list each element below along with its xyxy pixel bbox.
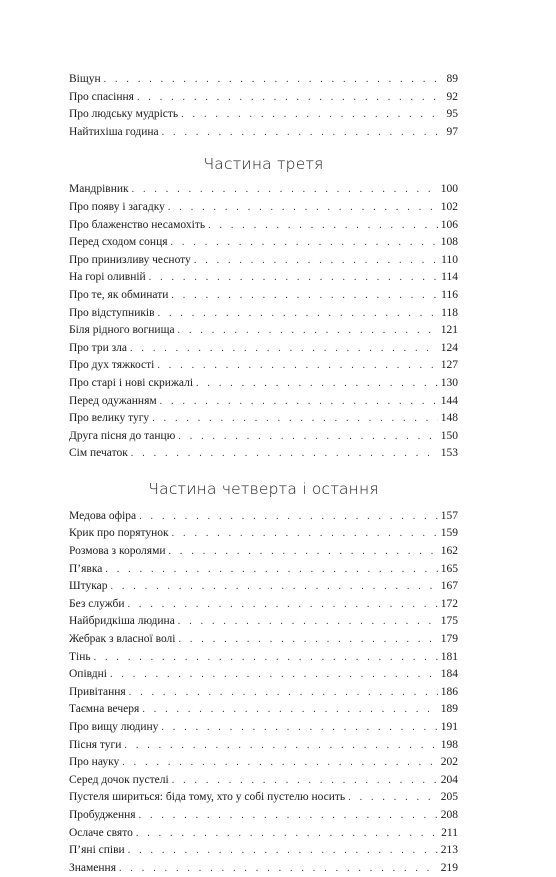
toc-entry-title: Пустеля шириться: біда тому, хто у собі пустелю носить: [69, 791, 346, 804]
toc-entry-title: Про вищу людину: [69, 721, 159, 733]
toc-entry[interactable]: [69, 71, 458, 89]
dot-leader: [178, 428, 437, 446]
toc-entry-title: Знамення: [69, 861, 116, 874]
toc-entry[interactable]: [69, 613, 458, 631]
toc-section-part-four: [69, 508, 458, 877]
toc-entry[interactable]: [69, 445, 458, 463]
dot-leader: [171, 287, 438, 305]
dot-leader: [139, 807, 438, 825]
toc-entry-page: 118: [441, 306, 458, 319]
toc-entry[interactable]: [69, 89, 458, 107]
dot-leader: [157, 357, 437, 375]
toc-entry[interactable]: [69, 508, 458, 526]
toc-entry-page: 106: [440, 218, 458, 231]
toc-entry-page: 205: [440, 791, 458, 804]
toc-entry[interactable]: [69, 596, 458, 614]
dot-leader: [168, 199, 438, 217]
dot-leader: [172, 772, 438, 790]
toc-entry[interactable]: [69, 269, 458, 287]
toc-entry[interactable]: [69, 543, 458, 561]
toc-entry[interactable]: [69, 789, 458, 807]
toc-entry-title: Друга пісня до танцю: [69, 429, 176, 442]
toc-entry-title: Привітання: [69, 685, 126, 698]
toc-entry[interactable]: [69, 428, 458, 446]
dot-leader: [178, 322, 438, 340]
dot-leader: [128, 596, 438, 614]
toc-entry-title: Про те, як обминати: [69, 288, 169, 301]
toc-entry-page: 130: [440, 376, 458, 389]
toc-entry-title: Перед сходом сонця: [69, 236, 168, 249]
toc-entry[interactable]: [69, 410, 458, 428]
toc-entry-page: 100: [440, 183, 458, 196]
toc-entry-title: Серед дочок пустелі: [69, 773, 169, 786]
toc-entry-title: Ослаче свято: [69, 826, 133, 839]
toc-entry-title: Перед одужанням: [69, 394, 157, 407]
toc-entry-page: 189: [440, 703, 458, 716]
toc-entry-title: П’явка: [69, 562, 103, 575]
toc-entry[interactable]: [69, 666, 458, 684]
toc-entry-title: Опівдні: [69, 668, 107, 681]
toc-entry-page: 162: [440, 545, 458, 558]
toc-entry-title: Біля рідного вогнища: [69, 324, 175, 337]
dot-leader: [208, 217, 438, 235]
dot-leader: [196, 375, 438, 393]
toc-entry[interactable]: [69, 825, 458, 843]
toc-entry-page: 191: [440, 721, 458, 733]
toc-entry-page: 198: [440, 738, 458, 751]
dot-leader: [110, 666, 438, 684]
toc-entry-title: Найтихіша година: [69, 125, 159, 138]
dot-leader: [94, 649, 438, 667]
toc-entry[interactable]: [69, 234, 458, 252]
dot-leader: [104, 71, 441, 89]
toc-entry-title: Медова офіра: [69, 509, 137, 522]
dot-leader: [129, 684, 438, 702]
toc-entry[interactable]: [69, 357, 458, 375]
toc-entry-page: 97: [446, 125, 458, 138]
dot-leader: [137, 89, 441, 107]
section-heading-part-four: Частина четверта і остання: [148, 479, 379, 498]
dot-leader: [160, 393, 438, 411]
toc-entry-title: Про старі і нові скрижалі: [69, 376, 194, 389]
toc-entry-title: Розмова з королями: [69, 545, 166, 558]
dot-leader: [105, 561, 437, 579]
toc-entry[interactable]: [69, 684, 458, 702]
toc-entry-title: Мандрівник: [69, 183, 129, 196]
toc-entry[interactable]: [69, 181, 458, 199]
toc-entry[interactable]: [69, 737, 458, 755]
toc-entry-title: Про людську мудрість: [69, 108, 179, 121]
toc-entry[interactable]: [69, 772, 458, 790]
toc-entry-page: 219: [440, 861, 458, 874]
toc-entry-title: Таємна вечеря: [69, 703, 140, 716]
dot-leader: [152, 410, 438, 428]
toc-entry-title: Про науку: [69, 756, 120, 769]
dot-leader: [169, 543, 438, 561]
toc-entry-page: 95: [446, 108, 458, 121]
toc-entry[interactable]: [69, 322, 458, 340]
toc-entry[interactable]: [69, 842, 458, 860]
toc-entry-page: 144: [440, 394, 458, 407]
toc-entry[interactable]: [69, 340, 458, 358]
table-of-contents-page: [69, 71, 458, 877]
toc-entry-page: 179: [440, 633, 458, 646]
toc-entry[interactable]: [69, 754, 458, 772]
toc-entry-title: Сім печаток: [69, 447, 128, 460]
toc-entry[interactable]: [69, 375, 458, 393]
toc-entry[interactable]: [69, 252, 458, 270]
toc-entry-page: 124: [440, 341, 458, 354]
dot-leader: [139, 508, 438, 526]
toc-entry-page: 184: [440, 668, 458, 681]
dot-leader: [348, 789, 438, 807]
toc-entry-page: 114: [441, 271, 458, 284]
toc-entry-page: 213: [440, 844, 458, 857]
toc-entry-page: 108: [440, 236, 458, 249]
toc-entry-page: 121: [440, 324, 458, 337]
dot-leader: [172, 525, 438, 543]
dot-leader: [124, 737, 437, 755]
toc-entry-title: Про принизливу чесноту: [69, 253, 191, 266]
toc-entry-page: 181: [440, 650, 458, 663]
toc-entry-title: Пісня туги: [69, 738, 122, 751]
toc-entry-page: 186: [440, 685, 458, 698]
toc-entry-page: 167: [440, 580, 458, 593]
toc-entry[interactable]: [69, 217, 458, 235]
toc-section-part-three: [69, 181, 458, 463]
toc-entry-title: П’яні співи: [69, 844, 125, 857]
toc-entry-page: 175: [440, 615, 458, 628]
toc-entry[interactable]: [69, 561, 458, 579]
toc-entry[interactable]: [69, 631, 458, 649]
toc-entry-page: 153: [440, 447, 458, 460]
dot-leader: [119, 860, 438, 877]
toc-entry-page: 110: [441, 253, 458, 266]
toc-entry-page: 159: [440, 527, 458, 540]
toc-entry-page: 202: [440, 756, 458, 769]
toc-entry-page: 150: [440, 429, 458, 442]
section-heading-part-three: Частина третя: [203, 155, 324, 174]
toc-entry[interactable]: [69, 807, 458, 825]
dot-leader: [132, 181, 438, 199]
toc-entry-page: 102: [440, 200, 458, 213]
toc-entry-page: 172: [440, 597, 458, 610]
toc-entry[interactable]: [69, 305, 458, 323]
toc-entry[interactable]: [69, 525, 458, 543]
toc-entry-title: Про спасіння: [69, 90, 134, 103]
toc-entry-page: 165: [440, 562, 458, 575]
dot-leader: [179, 631, 438, 649]
toc-entry-title: Жебрак з власної волі: [69, 633, 176, 646]
toc-entry-page: 127: [440, 359, 458, 372]
dot-leader: [149, 269, 438, 287]
toc-entry[interactable]: [69, 124, 458, 142]
dot-leader: [162, 124, 441, 142]
toc-entry-title: Найбридкіша людина: [69, 615, 175, 628]
dot-leader: [130, 340, 438, 358]
dot-leader: [194, 252, 438, 270]
toc-entry[interactable]: [69, 393, 458, 411]
toc-entry[interactable]: [69, 199, 458, 217]
toc-entry-title: Без служби: [69, 597, 125, 610]
dot-leader: [128, 842, 438, 860]
toc-entry-title: Віщун: [69, 73, 101, 85]
toc-entry-page: 148: [440, 412, 458, 425]
toc-entry-page: 204: [440, 773, 458, 786]
toc-entry-page: 211: [441, 826, 458, 839]
toc-entry-page: 208: [440, 808, 458, 821]
toc-entry-title: Пробудження: [69, 808, 136, 821]
toc-entry-title: Про велику тугу: [69, 412, 150, 425]
toc-entry-title: Про блаженство несамохіть: [69, 218, 206, 231]
toc-entry[interactable]: [69, 719, 458, 737]
toc-entry[interactable]: [69, 287, 458, 305]
dot-leader: [131, 445, 438, 463]
toc-entry[interactable]: [69, 860, 458, 877]
toc-entry-title: Про появу і загадку: [69, 200, 165, 213]
dot-leader: [122, 754, 437, 772]
dot-leader: [178, 613, 438, 631]
toc-entry[interactable]: [69, 578, 458, 596]
toc-entry-page: 89: [446, 73, 458, 85]
toc-entry-page: 92: [446, 90, 458, 103]
toc-entry[interactable]: [69, 106, 458, 124]
toc-entry-title: Тінь: [69, 650, 91, 663]
dot-leader: [161, 719, 437, 737]
toc-entry-title: Штукар: [69, 580, 108, 593]
toc-entry-page: 157: [440, 509, 458, 522]
dot-leader: [158, 305, 439, 323]
dot-leader: [181, 106, 441, 124]
toc-entry-title: Про дух тяжкості: [69, 359, 155, 372]
dot-leader: [171, 234, 438, 252]
dot-leader: [111, 578, 438, 596]
toc-entry[interactable]: [69, 701, 458, 719]
toc-section-continued: [69, 71, 458, 141]
toc-entry-title: Крик про порятунок: [69, 527, 169, 540]
toc-entry-title: Про три зла: [69, 341, 128, 354]
toc-entry[interactable]: [69, 649, 458, 667]
toc-entry-page: 116: [441, 288, 458, 301]
toc-entry-title: Про відступників: [69, 306, 155, 319]
dot-leader: [142, 701, 437, 719]
dot-leader: [136, 825, 438, 843]
toc-entry-title: На горі оливній: [69, 271, 146, 284]
